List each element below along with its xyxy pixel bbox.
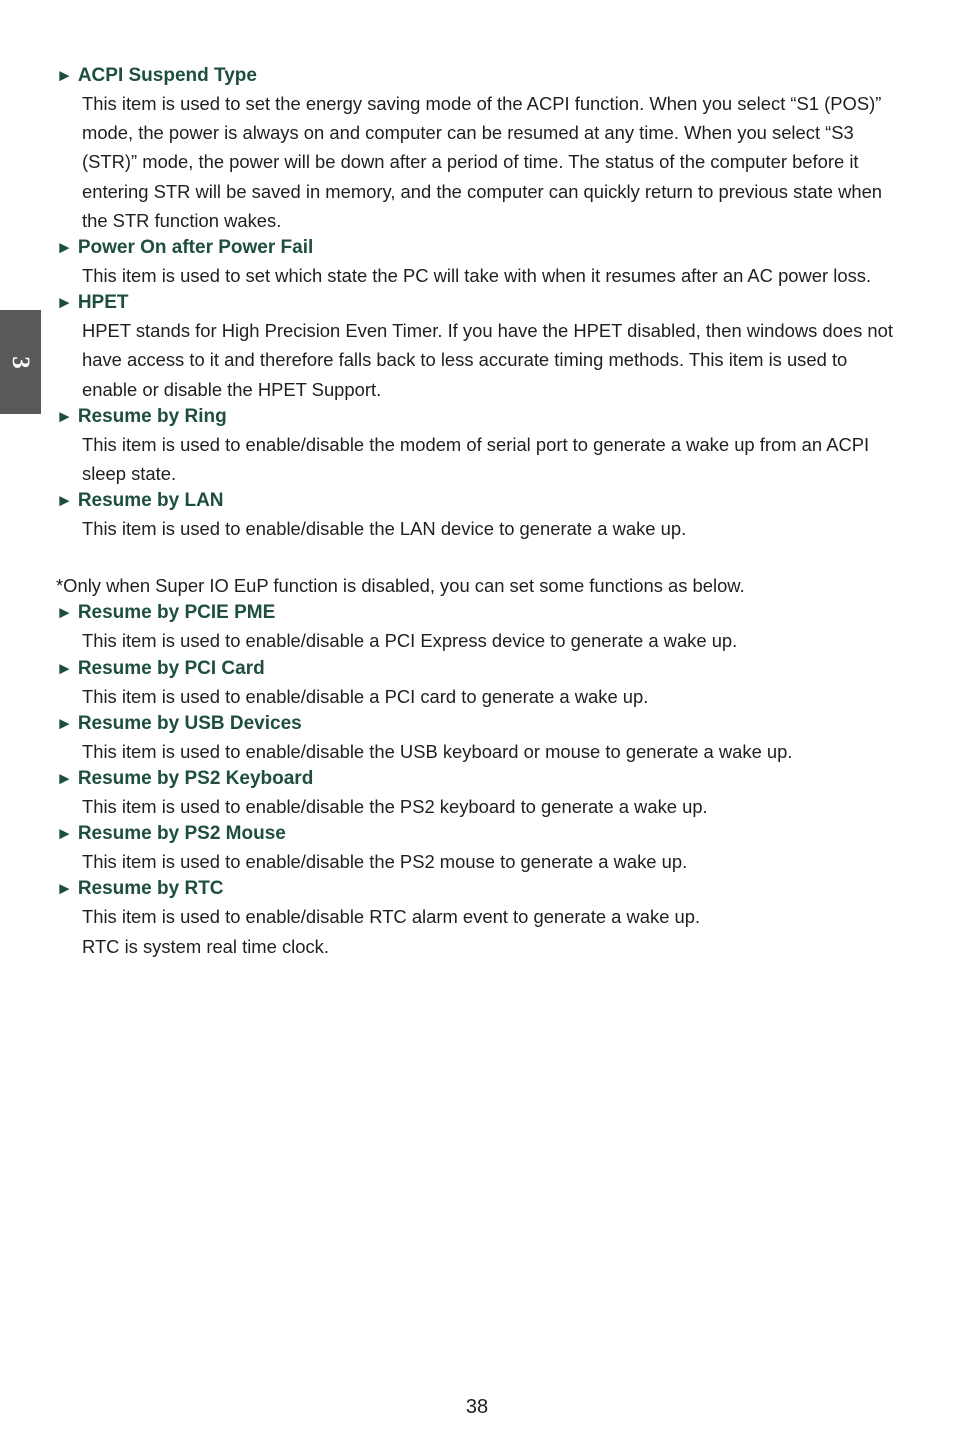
item-description: This item is used to enable/disable the LAN device to generate a wake up. [82,518,687,540]
item-resume-by-ring [56,404,896,488]
item-description: This item is used to set the energy saving mode of the ACPI function. When you select “S1 (POS)” mode, the power is always on and computer can be resumed at any time. When you select “S3 (STR)” mode, the power will be down after a period of time. The status of the computer before it entering STR will be saved in memory, and the computer can quickly return to previous state when the STR function wakes. [82,93,883,231]
page-number: 38 [465,1396,489,1418]
arrow-right-icon: ► [56,66,73,85]
arrow-right-icon: ► [56,603,73,623]
item-description: This item is used to enable/disable a PCI card to generate a wake up. [82,685,649,707]
item-resume-by-usb-devices [56,711,896,766]
arrow-right-icon: ► [56,238,73,258]
arrow-right-icon: ► [56,406,73,426]
item-hpet [56,290,896,404]
item-heading: ► Resume by PS2 Keyboard [56,768,314,790]
arrow-right-icon: ► [56,293,73,313]
bios-items-group-2 [56,600,896,960]
item-heading: ► Resume by RTC [56,878,224,900]
item-heading: ► Resume by PCI Card [56,657,265,679]
item-description: This item is used to enable/disable the modem of serial port to generate a wake up from an ACPI sleep state. [82,433,870,485]
item-heading: ► Resume by PCIE PME [56,602,276,624]
chapter-tab [0,310,41,414]
item-description: This item is used to set which state the PC will take with when it resumes after an AC power loss. [82,265,872,287]
item-description: This item is used to enable/disable RTC alarm event to generate a wake up. [82,906,701,928]
item-description: This item is used to enable/disable the USB keyboard or mouse to generate a wake up. [82,740,793,762]
arrow-right-icon: ► [56,491,73,511]
arrow-right-icon: ► [56,769,73,789]
arrow-right-icon: ► [56,713,73,733]
item-heading: ► Resume by LAN [56,490,224,512]
item-heading: ► HPET [56,292,129,314]
chapter-number: 3 [7,355,34,369]
item-resume-by-lan [56,488,896,543]
item-description-extra: RTC is system real time clock. [82,935,329,957]
item-heading: ► ACPI Suspend Type [56,65,257,86]
item-resume-by-ps2-mouse [56,821,896,876]
item-description: This item is used to enable/disable a PCI Express device to generate a wake up. [82,630,738,652]
bios-items-group-1 [56,63,896,543]
eup-note: *Only when Super IO EuP function is disabled, you can set some functions as below. [56,575,745,597]
item-resume-by-pci-card [56,656,896,711]
arrow-right-icon: ► [56,824,73,844]
arrow-right-icon: ► [56,879,73,899]
item-description: This item is used to enable/disable the PS2 keyboard to generate a wake up. [82,796,708,818]
arrow-right-icon: ► [56,658,73,678]
item-resume-by-rtc [56,876,896,960]
item-description: HPET stands for High Precision Even Timer. If you have the HPET disabled, then windows does not have access to it and therefore falls back to less accurate timing methods. This item is used to enable or disable the HPET Support. [82,320,893,400]
document-body [56,63,896,961]
item-heading: ► Power On after Power Fail [56,237,314,259]
item-heading: ► Resume by USB Devices [56,712,302,734]
item-power-on-after-power-fail [56,235,896,290]
item-resume-by-pcie-pme [56,600,896,655]
item-resume-by-ps2-keyboard [56,766,896,821]
item-heading: ► Resume by PS2 Mouse [56,823,286,845]
item-heading: ► Resume by Ring [56,405,227,427]
item-description: This item is used to enable/disable the PS2 mouse to generate a wake up. [82,851,688,873]
item-acpi-suspend-type [56,63,896,235]
